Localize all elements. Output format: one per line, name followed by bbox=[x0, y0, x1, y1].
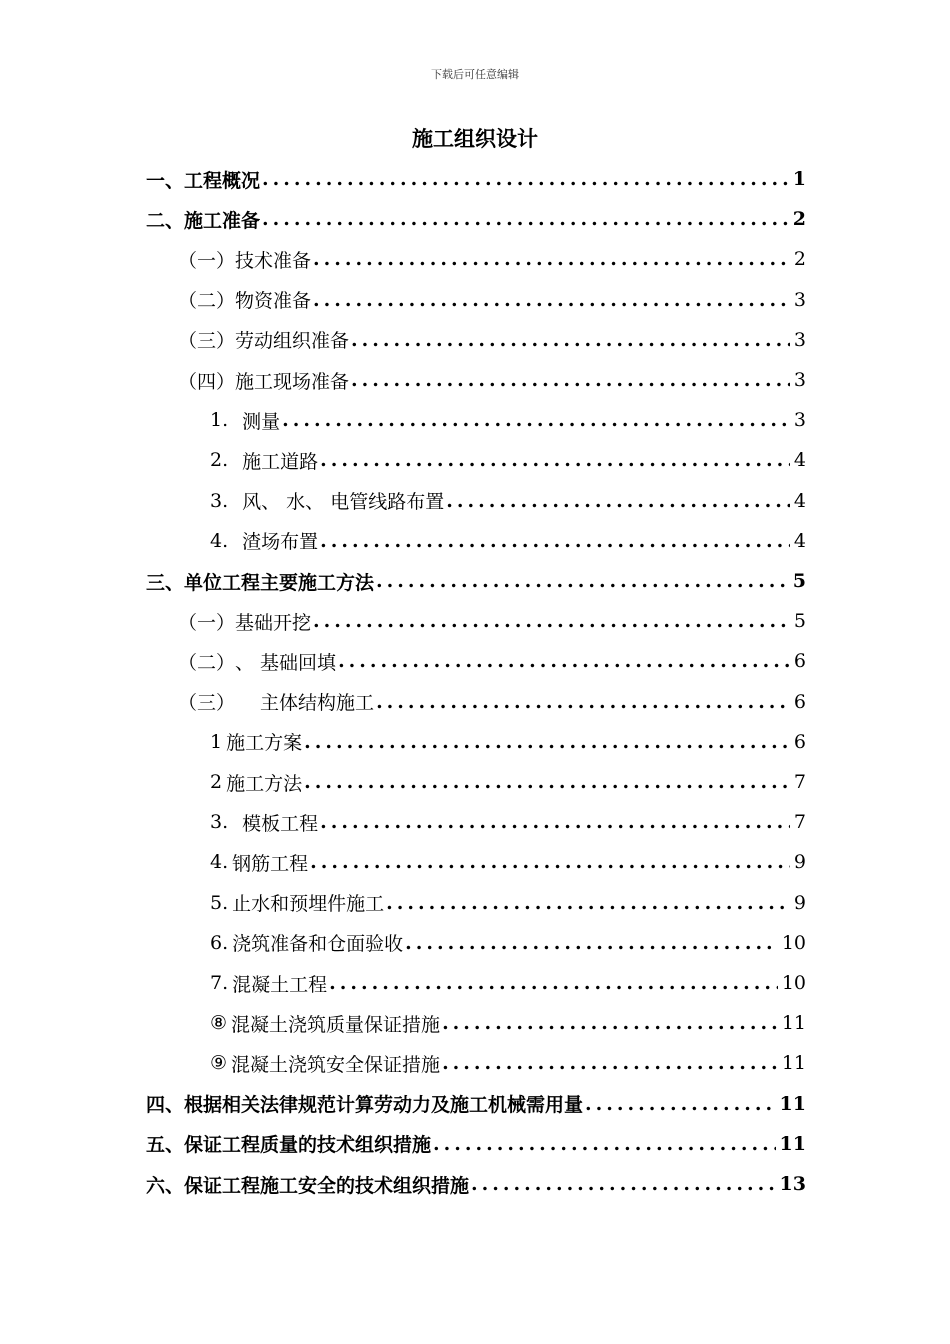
toc-entry-page: 10 bbox=[781, 972, 806, 994]
toc-entry-page: 3 bbox=[793, 369, 806, 391]
toc-entry[interactable] bbox=[146, 1125, 806, 1163]
toc-entry-page: 7 bbox=[793, 811, 806, 834]
toc-entry[interactable] bbox=[210, 401, 806, 439]
toc-entry-page: 4 bbox=[793, 529, 806, 552]
toc-dot-leader bbox=[304, 731, 790, 753]
toc-dot-leader bbox=[282, 409, 790, 431]
toc-entry-page: 5 bbox=[793, 610, 806, 633]
toc-entry-page: 3 bbox=[793, 409, 806, 432]
toc-dot-leader bbox=[386, 892, 790, 914]
page-header: 下载后可任意编辑 bbox=[431, 68, 519, 81]
toc-dot-leader bbox=[304, 771, 790, 793]
toc-entry-page: 10 bbox=[781, 931, 806, 954]
toc-entry-label: 根据相关法律规范计算劳动力及施工机械需用量 bbox=[184, 1094, 584, 1117]
toc-entry[interactable] bbox=[178, 602, 806, 640]
toc-entry-label: 、 基础回填 bbox=[235, 651, 337, 674]
toc-dot-leader bbox=[313, 248, 790, 270]
toc-entry-label: 主体结构施工 bbox=[235, 692, 375, 715]
toc-entry-label: 施工方案 bbox=[226, 732, 303, 755]
toc-entry[interactable] bbox=[210, 843, 806, 881]
toc-entry[interactable] bbox=[178, 642, 806, 680]
toc-entry-number: ⑧ bbox=[210, 1012, 228, 1035]
toc-dot-leader bbox=[310, 851, 790, 873]
toc-dot-leader bbox=[313, 289, 790, 311]
toc-entry-page: 11 bbox=[781, 1012, 806, 1035]
toc-entry[interactable] bbox=[178, 240, 806, 278]
toc-entry-page: 4 bbox=[793, 449, 806, 472]
toc-entry-label: 浇筑准备和仓面验收 bbox=[232, 933, 404, 956]
toc-dot-leader bbox=[433, 1133, 776, 1155]
toc-entry-label: 施工方法 bbox=[226, 772, 303, 795]
toc-dot-leader bbox=[442, 1012, 778, 1034]
toc-entry-label: 物资准备 bbox=[235, 290, 312, 313]
toc-dot-leader bbox=[442, 1052, 778, 1074]
toc-dot-leader bbox=[446, 490, 790, 512]
toc-entry-number: 二、 bbox=[146, 209, 185, 232]
toc-entry-number: 三、 bbox=[146, 571, 185, 594]
toc-dot-leader bbox=[320, 530, 790, 552]
toc-entry[interactable] bbox=[146, 562, 806, 600]
toc-entry[interactable] bbox=[146, 1085, 806, 1123]
toc-entry-label: 渣场布置 bbox=[242, 531, 319, 554]
toc-entry-number: 3. bbox=[210, 489, 229, 512]
toc-entry-number: 四、 bbox=[146, 1094, 185, 1117]
toc-entry-number: 2. bbox=[210, 449, 229, 472]
toc-entry[interactable] bbox=[210, 803, 806, 841]
toc-entry-number: （二） bbox=[178, 651, 236, 674]
toc-dot-leader bbox=[585, 1093, 776, 1115]
toc-entry-number: ⑨ bbox=[210, 1052, 228, 1075]
toc-entry-page: 3 bbox=[793, 328, 806, 351]
toc-entry-label: 单位工程主要施工方法 bbox=[184, 571, 375, 594]
toc-entry[interactable] bbox=[178, 321, 806, 359]
toc-entry-page: 9 bbox=[793, 851, 806, 874]
toc-dot-leader bbox=[376, 570, 789, 592]
toc-entry-page: 6 bbox=[793, 730, 806, 753]
toc-dot-leader bbox=[405, 932, 778, 954]
toc-entry-page: 4 bbox=[793, 489, 806, 512]
toc-dot-leader bbox=[338, 650, 790, 672]
toc-entry[interactable] bbox=[178, 683, 806, 721]
toc-dot-leader bbox=[262, 208, 789, 230]
toc-entry-number: （四） bbox=[178, 370, 236, 393]
toc-entry-page: 11 bbox=[779, 1132, 806, 1155]
toc-entry-number: 3. bbox=[210, 811, 229, 834]
toc-entry[interactable] bbox=[210, 723, 806, 761]
toc-entry[interactable] bbox=[146, 160, 806, 198]
toc-entry[interactable] bbox=[210, 1004, 806, 1042]
toc-entry-page: 13 bbox=[779, 1173, 806, 1195]
toc-dot-leader bbox=[313, 610, 790, 632]
toc-dot-leader bbox=[262, 168, 789, 190]
toc-entry-number: 5. bbox=[210, 891, 229, 914]
toc-entry[interactable] bbox=[210, 1044, 806, 1082]
toc-entry[interactable] bbox=[178, 361, 806, 399]
toc-entry-page: 2 bbox=[792, 208, 806, 231]
toc-entry-page: 2 bbox=[793, 248, 806, 271]
toc-entry[interactable] bbox=[146, 1165, 806, 1203]
document-title: 施工组织设计 bbox=[412, 126, 538, 151]
toc-entry-page: 3 bbox=[793, 288, 806, 311]
toc-entry-label: 保证工程质量的技术组织措施 bbox=[184, 1134, 432, 1157]
toc-entry-label: 混凝土工程 bbox=[232, 973, 328, 996]
toc-entry-page: 7 bbox=[793, 771, 806, 793]
toc-dot-leader bbox=[376, 691, 790, 713]
toc-entry-number: 2 bbox=[210, 771, 223, 793]
toc-entry-page: 5 bbox=[792, 570, 806, 592]
toc-entry-number: （三） bbox=[178, 330, 236, 353]
toc-entry-number: 4. bbox=[210, 529, 229, 552]
toc-entry[interactable] bbox=[210, 441, 806, 479]
toc-entry-number: （三） bbox=[178, 692, 236, 715]
toc-entry-label: 施工现场准备 bbox=[235, 370, 350, 393]
toc-entry-label: 止水和预埋件施工 bbox=[232, 893, 385, 916]
toc-entry-number: （二） bbox=[178, 290, 236, 313]
toc-dot-leader bbox=[471, 1173, 776, 1195]
toc-entry-label: 施工准备 bbox=[184, 209, 261, 232]
toc-entry[interactable] bbox=[210, 964, 806, 1002]
toc-entry[interactable] bbox=[210, 763, 806, 801]
toc-entry-label: 技术准备 bbox=[235, 249, 312, 272]
toc-entry-label: 钢筋工程 bbox=[232, 852, 309, 875]
toc-dot-leader bbox=[320, 811, 790, 833]
toc-entry[interactable] bbox=[210, 884, 806, 922]
toc-entry-page: 11 bbox=[779, 1092, 806, 1115]
toc-entry-label: 保证工程施工安全的技术组织措施 bbox=[184, 1174, 470, 1197]
toc-entry[interactable] bbox=[146, 200, 806, 238]
toc-entry-label: 测量 bbox=[242, 410, 281, 433]
toc-entry[interactable] bbox=[210, 482, 806, 520]
toc-entry-label: 混凝土浇筑安全保证措施 bbox=[231, 1053, 441, 1076]
toc-entry-number: 六、 bbox=[146, 1174, 185, 1197]
toc-entry-label: 施工道路 bbox=[242, 450, 319, 473]
toc-entry[interactable] bbox=[210, 924, 806, 962]
toc-entry-label: 风、 水、 电管线路布置 bbox=[242, 491, 445, 514]
toc-entry-number: 五、 bbox=[146, 1134, 185, 1157]
toc-entry-label: 工程概况 bbox=[184, 169, 261, 192]
toc-entry[interactable] bbox=[210, 522, 806, 560]
toc-entry-number: 4. bbox=[210, 851, 229, 874]
toc-entry-page: 1 bbox=[792, 168, 806, 190]
toc-entry-label: 模板工程 bbox=[242, 812, 319, 835]
toc-entry-page: 6 bbox=[793, 690, 806, 713]
toc-entry-number: 一、 bbox=[146, 169, 185, 192]
toc-entry[interactable] bbox=[178, 281, 806, 319]
toc-entry-number: 1 bbox=[210, 730, 223, 753]
toc-entry-number: 1. bbox=[210, 409, 229, 432]
toc-entry-page: 9 bbox=[793, 891, 806, 914]
toc-dot-leader bbox=[351, 369, 790, 391]
toc-entry-number: 7. bbox=[210, 972, 229, 994]
toc-entry-number: 6. bbox=[210, 931, 229, 954]
toc-dot-leader bbox=[329, 972, 778, 994]
toc-entry-number: （一） bbox=[178, 249, 236, 272]
toc-dot-leader bbox=[320, 449, 790, 471]
toc-entry-page: 6 bbox=[793, 650, 806, 673]
toc-entry-page: 11 bbox=[781, 1052, 806, 1075]
toc-entry-number: （一） bbox=[178, 611, 236, 634]
toc-entry-label: 混凝土浇筑质量保证措施 bbox=[231, 1013, 441, 1036]
toc-dot-leader bbox=[351, 329, 790, 351]
toc-entry-label: 基础开挖 bbox=[235, 611, 312, 634]
toc-entry-label: 劳动组织准备 bbox=[235, 330, 350, 353]
